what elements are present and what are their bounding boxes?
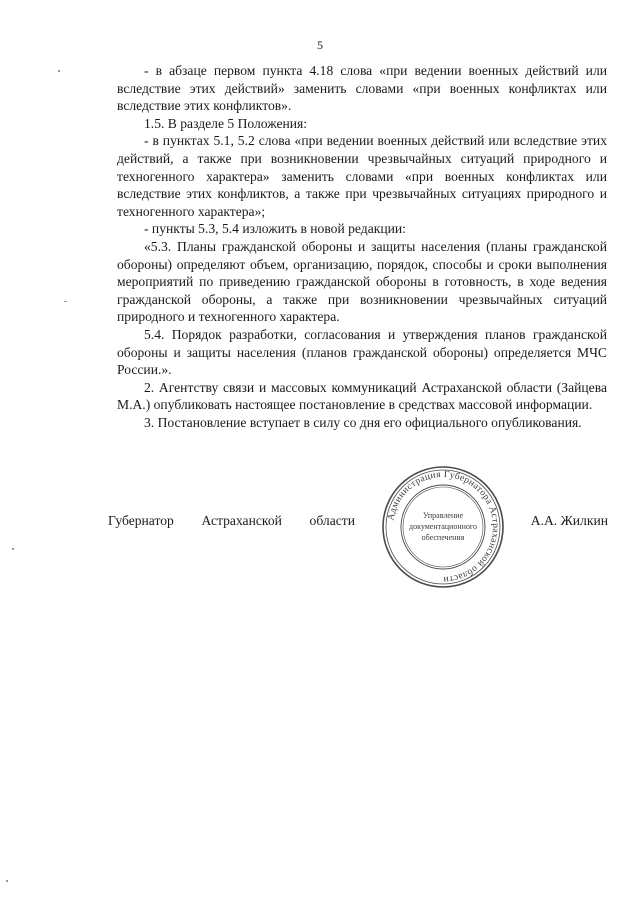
stamp-outer-text: Администрация Губернатора Астраханской области bbox=[386, 469, 501, 585]
stamp-inner-line-3: обеспечения bbox=[421, 533, 465, 542]
stamp-inner-line-2: документационного bbox=[409, 522, 477, 531]
scan-margin-mark bbox=[6, 880, 8, 882]
scan-margin-mark bbox=[58, 70, 60, 72]
paragraph-5-3-5-4-intro: - пункты 5.3, 5.4 изложить в новой редакции: bbox=[144, 221, 406, 237]
paragraph-5-3-text: «5.3. Планы гражданской обороны и защиты населения (планы гражданской обороны) определяют объем, организацию, порядок, способы и сроки выполнения мероприятий по приведению гражданской обороны в готовность, в ходе ведения гражданской обороны, а также при возникновении чрезвычайных ситуаций природного и техногенного характера. bbox=[117, 238, 607, 325]
signer-position: Губернатор Астраханской области bbox=[108, 513, 355, 528]
scan-margin-mark bbox=[12, 548, 14, 550]
page-number: 5 bbox=[317, 38, 323, 52]
official-stamp bbox=[380, 464, 506, 590]
paragraph-1-5-heading: 1.5. В разделе 5 Положения: bbox=[144, 115, 308, 131]
paragraph-4-18-amendment: - в абзаце первом пункта 4.18 слова «при ведении военных действий или вследствие этих действий» заменить словами «при военных конфликтах или вследствие этих конфликтов». bbox=[117, 63, 607, 114]
scan-margin-mark bbox=[64, 301, 67, 302]
paragraph-5-1-5-2-amendment: - в пунктах 5.1, 5.2 слова «при ведении военных действий или вследствие этих действий, а также при возникновении чрезвычайных ситуаций природного и техногенного характера» заменить словами «при военных конфликтах или вследствие этих конфликтов, а также при чрезвычайных ситуациях природного и техногенного характера»; bbox=[117, 133, 607, 219]
paragraph-3-effective-date: 3. Постановление вступает в силу со дня его официального опубликования. bbox=[144, 414, 582, 430]
stamp-inner-line-1: Управление bbox=[422, 511, 464, 520]
paragraph-2-publication: 2. Агентству связи и массовых коммуникаций Астраханской области (Зайцева М.А.) опубликовать настоящее постановление в средствах массовой информации. bbox=[117, 379, 607, 413]
paragraph-5-4-text: 5.4. Порядок разработки, согласования и утверждения планов гражданской обороны и защиты населения (планов гражданской обороны) определяется МЧС России.». bbox=[117, 326, 607, 378]
signature-block bbox=[108, 513, 608, 533]
document-body bbox=[117, 62, 607, 431]
signer-name: А.А. Жилкин bbox=[530, 513, 608, 528]
